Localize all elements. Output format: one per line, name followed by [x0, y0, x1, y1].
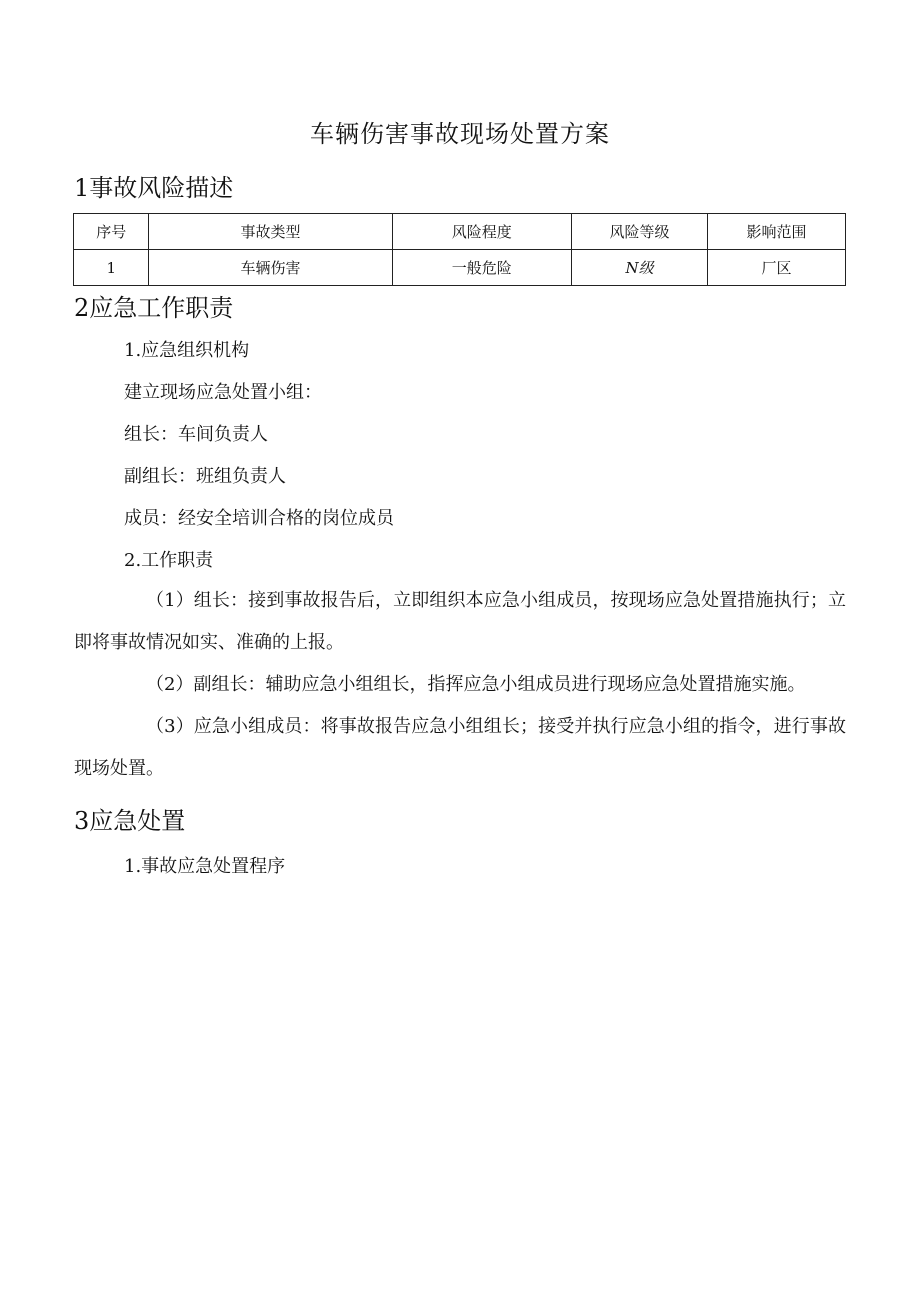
- table-cell: 1: [74, 250, 149, 286]
- header-cell: 影响范围: [708, 214, 846, 250]
- table-header-row: [74, 214, 846, 250]
- subsection-heading: 1.应急组织机构: [124, 340, 250, 361]
- section-1-heading: 1事故风险描述: [74, 174, 234, 202]
- table-cell: 车辆伤害: [149, 250, 392, 286]
- subsection-heading: 1.事故应急处置程序: [124, 856, 286, 877]
- header-cell: 序号: [74, 214, 149, 250]
- duty-paragraph: （1）组长：接到事故报告后，立即组织本应急小组成员，按现场应急处置措施执行；立即将事故情况如实、准确的上报。: [74, 590, 846, 653]
- subsection-heading: 2.工作职责: [124, 550, 214, 571]
- header-cell: 风险等级: [572, 214, 708, 250]
- paragraph: 副组长：班组负责人: [124, 466, 286, 487]
- risk-table: [73, 213, 846, 286]
- paragraph: 组长：车间负责人: [124, 424, 268, 445]
- section-3-heading: 3应急处置: [74, 807, 186, 835]
- header-cell: 事故类型: [149, 214, 392, 250]
- paragraph: 成员：经安全培训合格的岗位成员: [124, 508, 394, 529]
- section-2-heading: 2应急工作职责: [74, 294, 234, 322]
- table-cell: N级: [572, 250, 708, 286]
- table-cell: 一般危险: [392, 250, 572, 286]
- table-row: [74, 250, 846, 286]
- duty-paragraph: （2）副组长：辅助应急小组组长，指挥应急小组成员进行现场应急处置措施实施。: [146, 674, 806, 695]
- header-cell: 风险程度: [392, 214, 572, 250]
- paragraph: 建立现场应急处置小组：: [124, 382, 322, 403]
- duty-paragraph: （3）应急小组成员：将事故报告应急小组组长；接受并执行应急小组的指令，进行事故现场处置。: [74, 716, 846, 779]
- table-cell: 厂区: [708, 250, 846, 286]
- document-title: 车辆伤害事故现场处置方案: [310, 120, 610, 148]
